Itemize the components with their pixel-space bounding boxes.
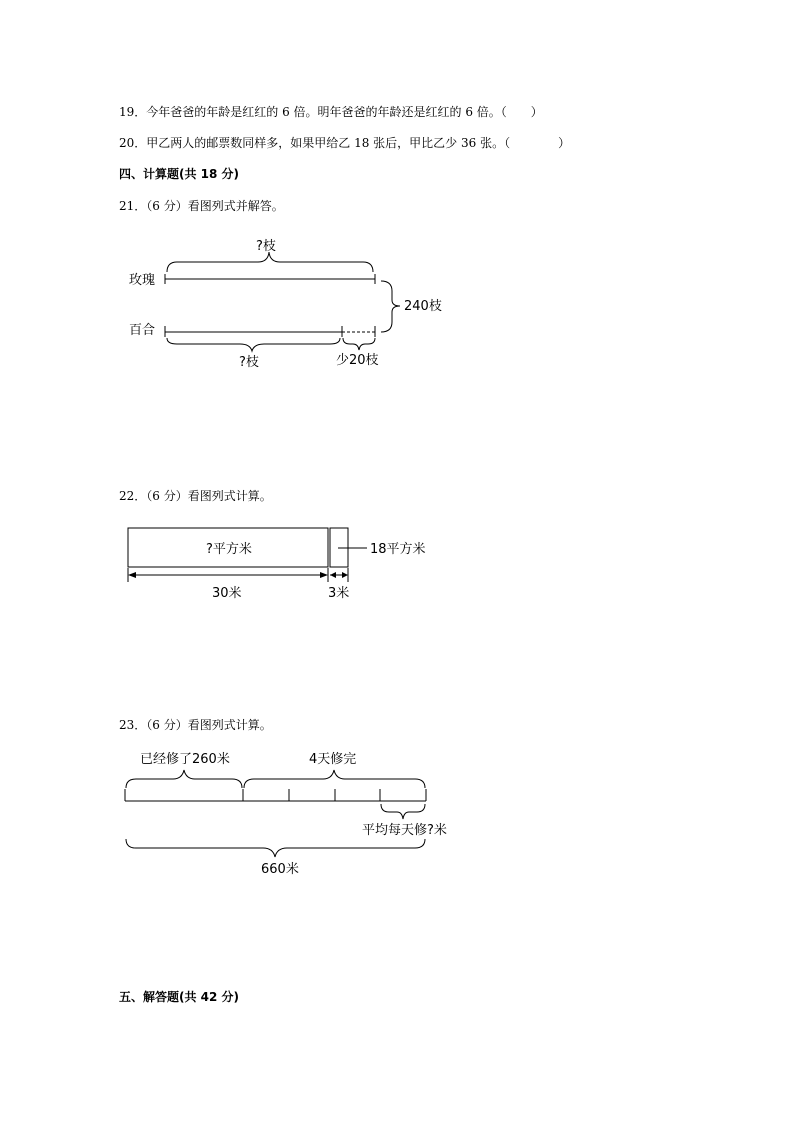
lily-bottom-brace [167, 338, 340, 351]
lily-label: 百合 [129, 323, 156, 338]
lily-count-label: ?枝 [239, 355, 259, 370]
section-4-title: 四、计算题(共 18 分) [119, 167, 240, 181]
less-label: 少20枝 [336, 353, 379, 368]
per-day-label: 平均每天修?米 [362, 823, 447, 838]
question-23: 23．（6 分）看图列式计算。 [119, 718, 272, 732]
width-label: 3米 [328, 586, 350, 601]
days-label: 4天修完 [309, 752, 357, 767]
narrow-strip [330, 528, 348, 567]
question-21: 21．（6 分）看图列式并解答。 [119, 199, 284, 213]
question-22: 22．（6 分）看图列式计算。 [119, 489, 272, 503]
done-brace [126, 770, 242, 788]
question-19: 19．今年爸爸的年龄是红红的 6 倍。明年爸爸的年龄还是红红的 6 倍。（ ） [119, 105, 543, 119]
area-label: ?平方米 [206, 542, 252, 557]
total-right-brace [381, 281, 400, 332]
remaining-brace [244, 770, 425, 788]
done-label: 已经修了260米 [140, 752, 230, 767]
rose-top-brace [167, 252, 373, 272]
per-day-brace [381, 804, 425, 819]
rose-count-label: ?枝 [256, 239, 276, 254]
total-brace [126, 839, 425, 857]
question-20: 20．甲乙两人的邮票数同样多，如果甲给乙 18 张后，甲比乙少 36 张。（ ） [119, 136, 571, 150]
large-rectangle [128, 528, 328, 567]
total-label: 240枝 [404, 299, 442, 314]
section-5-title: 五、解答题(共 42 分) [119, 990, 240, 1004]
rose-label: 玫瑰 [129, 273, 156, 288]
strip-area-label: 18平方米 [370, 542, 426, 557]
total-length-label: 660米 [261, 862, 299, 877]
length-label: 30米 [212, 586, 242, 601]
less-brace [343, 338, 375, 350]
